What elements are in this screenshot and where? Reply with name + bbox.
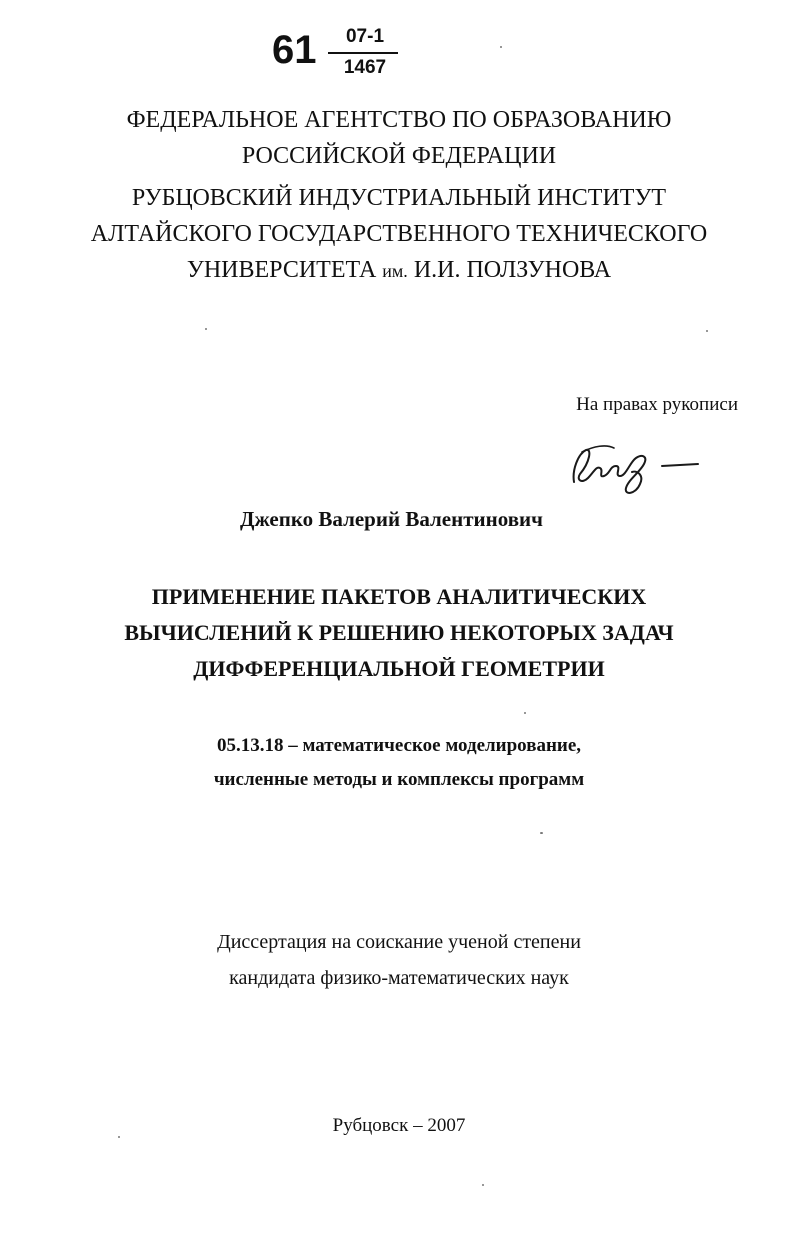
catalog-number [272,26,412,86]
catalog-numerator: 07-1 [345,26,385,47]
institute-line-3 [0,256,798,285]
agency-line-2: РОССИЙСКОЙ ФЕДЕРАЦИИ [241,143,557,169]
agency-line-1: ФЕДЕРАЛЬНОЕ АГЕНТСТВО ПО ОБРАЗОВАНИЮ [126,107,672,133]
scan-speck [205,328,207,330]
institute-line-2: АЛТАЙСКОГО ГОСУДАРСТВЕННОГО ТЕХНИЧЕСКОГО [90,221,708,247]
author-name: Джепко Валерий Валентинович [240,507,543,531]
catalog-denominator: 1467 [343,57,387,78]
dissertation-line-2: кандидата физико-математических наук [229,967,569,989]
named-after: им. [382,261,408,281]
title-line-2: ВЫЧИСЛЕНИЙ К РЕШЕНИЮ НЕКОТОРЫХ ЗАДАЧ [124,620,674,645]
scan-speck [118,1136,120,1138]
title-line-1: ПРИМЕНЕНИЕ ПАКЕТОВ АНАЛИТИЧЕСКИХ [151,584,647,609]
university-name: И.И. ПОЛЗУНОВА [413,257,612,283]
scan-speck [540,832,543,834]
scan-speck [482,1184,484,1186]
catalog-fraction-line [328,52,398,54]
signature-image [566,440,706,500]
university-word: УНИВЕРСИТЕТА [186,257,377,283]
scan-speck [524,712,526,714]
manuscript-note: На правах рукописи [576,394,738,415]
place-and-year: Рубцовск – 2007 [332,1115,466,1136]
title-line-3: ДИФФЕРЕНЦИАЛЬНОЙ ГЕОМЕТРИИ [193,656,605,681]
catalog-prefix: 61 [272,28,317,72]
institute-line-1: РУБЦОВСКИЙ ИНДУСТРИАЛЬНЫЙ ИНСТИТУТ [131,185,667,211]
dissertation-line-1: Диссертация на соискание ученой степени [217,931,581,953]
scan-speck [706,330,708,332]
specialty-line-2: численные методы и комплексы программ [213,769,585,790]
scan-speck [500,46,502,48]
specialty-line-1: 05.13.18 – математическое моделирование, [216,735,582,756]
